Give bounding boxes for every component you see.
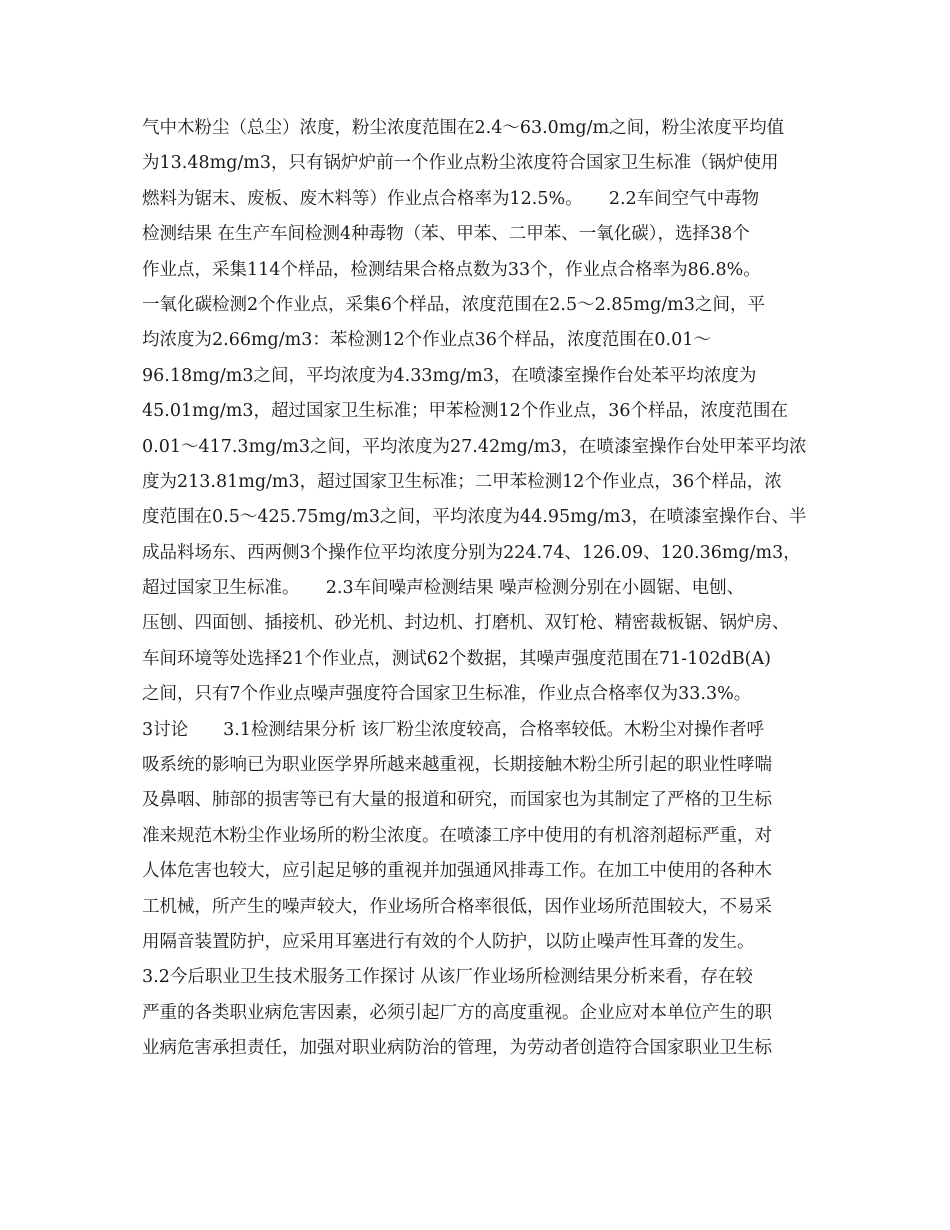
text-line: 3.2今后职业卫生技术服务工作探讨 从该厂作业场所检测结果分析来看，存在较 [142,967,753,988]
text-line: 严重的各类职业病危害因素，必须引起厂方的高度重视。企业应对本单位产生的职 [142,1002,772,1023]
text-line: 工机械，所产生的噪声较大，作业场所合格率很低，因作业场所范围较大，不易采 [142,896,772,917]
text-line: 超过国家卫生标准。 2.3车间噪声检测结果 噪声检测分别在小圆锯、电刨、 [142,578,745,599]
text-line: 为13.48mg/m3，只有锅炉炉前一个作业点粉尘浓度符合国家卫生标准（锅炉使用 [142,153,779,174]
text-line: 压刨、四面刨、插接机、砂光机、封边机、打磨机、双钉枪、精密裁板锯、锅炉房、 [142,613,790,634]
text-line: 业病危害承担责任，加强对职业病防治的管理，为劳动者创造符合国家职业卫生标 [142,1038,772,1059]
text-line: 45.01mg/m3，超过国家卫生标准；甲苯检测12个作业点，36个样品，浓度范围在 [142,401,789,422]
text-line: 人体危害也较大，应引起足够的重视并加强通风排毒工作。在加工中使用的各种木 [142,861,772,882]
text-line: 燃料为锯末、废板、废木料等）作业点合格率为12.5%。 2.2车间空气中毒物 [142,188,760,209]
text-line: 均浓度为2.66mg/m3：苯检测12个作业点36个样品，浓度范围在0.01～ [142,330,711,351]
text-line: 吸系统的影响已为职业医学界所越来越重视，长期接触木粉尘所引起的职业性哮喘 [142,755,772,776]
body-text [142,111,812,1067]
text-line: 准来规范木粉尘作业场所的粉尘浓度。在喷漆工序中使用的有机溶剂超标严重，对 [142,825,772,846]
text-line: 96.18mg/m3之间，平均浓度为4.33mg/m3，在喷漆室操作台处苯平均浓度为 [142,365,757,386]
text-line: 成品料场东、西两侧3个操作位平均浓度分别为224.74、126.09、120.36mg/m3， [142,542,801,563]
text-line: 一氧化碳检测2个作业点，采集6个样品，浓度范围在2.5～2.85mg/m3之间，平 [142,294,765,315]
text-line: 用隔音装置防护，应采用耳塞进行有效的个人防护，以防止噪声性耳聋的发生。 [142,931,755,952]
text-line: 车间环境等处选择21个作业点，测试62个数据，其噪声强度范围在71-102dB(A) [142,648,771,669]
text-line: 0.01～417.3mg/m3之间，平均浓度为27.42mg/m3，在喷漆室操作台处甲苯平均浓 [142,436,807,457]
text-line: 度为213.81mg/m3，超过国家卫生标准；二甲苯检测12个作业点，36个样品，浓 [142,471,782,492]
text-line: 之间，只有7个作业点噪声强度符合国家卫生标准，作业点合格率仅为33.3%。 [142,684,752,705]
text-line: 度范围在0.5～425.75mg/m3之间，平均浓度为44.95mg/m3，在喷漆室操作台、半 [142,507,807,528]
text-line: 检测结果 在生产车间检测4种毒物（苯、甲苯、二甲苯、一氧化碳），选择38个 [142,224,750,245]
text-line: 及鼻咽、肺部的损害等已有大量的报道和研究，而国家也为其制定了严格的卫生标 [142,790,772,811]
text-line: 气中木粉尘（总尘）浓度，粉尘浓度范围在2.4～63.0mg/m之间，粉尘浓度平均值 [142,118,785,138]
text-line: 作业点，采集114个样品，检测结果合格点数为33个，作业点合格率为86.8%。 [142,259,761,280]
text-line: 3讨论 3.1检测结果分析 该厂粉尘浓度较高，合格率较低。木粉尘对操作者呼 [142,719,765,740]
